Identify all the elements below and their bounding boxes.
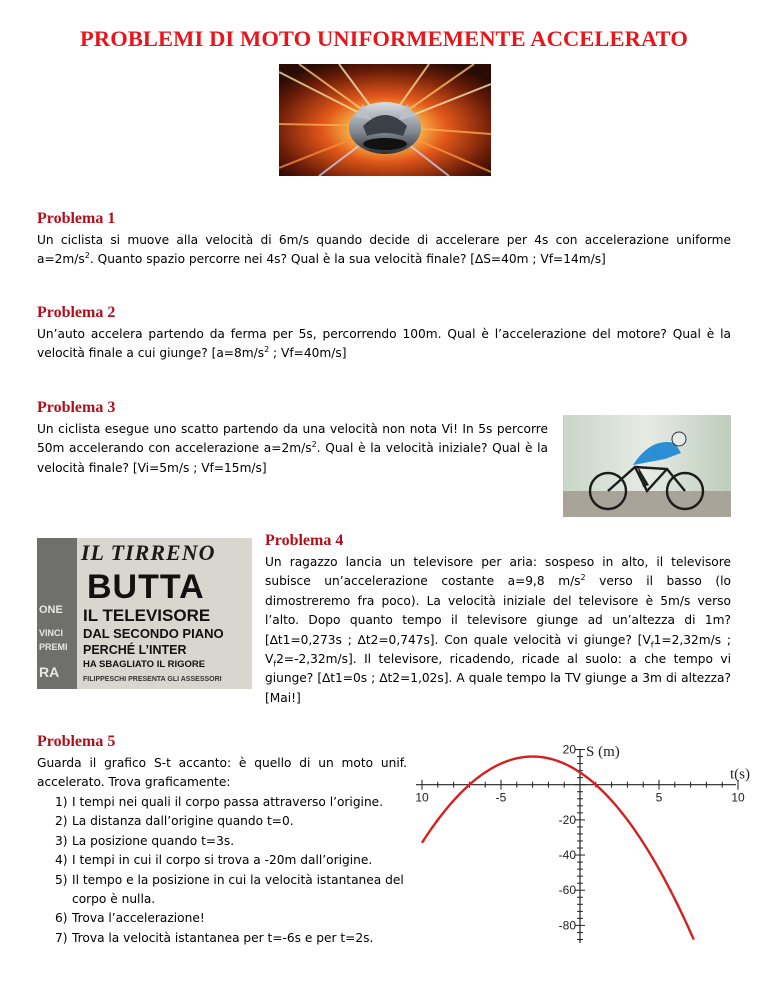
page-title: PROBLEMI DI MOTO UNIFORMEMENTE ACCELERATO [80, 26, 688, 51]
newspaper-line-4: PERCHÉ L’INTER [83, 643, 187, 657]
list-item-number: 7) [55, 930, 68, 945]
newspaper-masthead: IL TIRRENO [81, 540, 216, 565]
list-item-text: I tempi nei quali il corpo passa attraverso l’origine. [72, 795, 384, 809]
newspaper-line-5: HA SBAGLIATO IL RIGORE [83, 659, 206, 670]
list-item-number: 4) [55, 853, 68, 868]
x-tick-label: 10 [731, 790, 745, 805]
cyclist-illustration [563, 415, 731, 517]
list-item-text: Trova l’accelerazione! [72, 911, 205, 926]
problem-1-text: Un ciclista si muove alla velocità di 6m/s quando decide di accelerare per 4s con accelerazione uniforme $a=2m/s^2$. Quanto spazio percorre nei 4s? Qual è la sua velocità finale? [∆S=40m ; Vf=14m/s] [37, 233, 731, 267]
list-item-text: Il tempo e la posizione in cui la velocità istantanea del corpo è nulla. [72, 872, 404, 907]
problem-4-heading: Problema 4 [265, 532, 344, 549]
list-item [37, 929, 412, 948]
newspaper-side-1: ONE [39, 604, 63, 616]
list-item [37, 851, 412, 870]
x-tick-label: -5 [495, 790, 507, 805]
problem-4-text: Un ragazzo lancia un televisore per aria: sospeso in alto, il televisore subisce un’accelerazione costante a=9,8 $m/s^2$ verso il basso (lo dimostreremo fra poco). La velocità iniziale del televisore è 5m/s verso l’alto. Dopo quanto tempo il televisore giunge ad un’altezza di 1m? [∆t1=0,273s ; ∆t2=0,747s]. Con quale velocità vi giunge? [$V_f1=2,32m/s$ ; $V_f2=-2,32m/s$]. Il televisore, ricadendo, ricade al suolo: a che tempo vi giunge? [∆t1=0s ; ∆t2=1,02s]. A quale tempo la TV giunge a 3m di altezza? [Mai!] [265, 555, 731, 705]
problem-2-heading: Problema 2 [37, 304, 116, 321]
newspaper-line-2: IL TELEVISORE [83, 606, 211, 625]
cyclist-photo [563, 415, 731, 517]
newspaper-side-2: VINCI [39, 628, 64, 638]
newspaper-side-4: RA [39, 664, 60, 680]
problem-1-heading: Problema 1 [37, 210, 116, 227]
newspaper-line-1: BUTTA [87, 568, 205, 606]
list-item-number: 1) [55, 795, 68, 809]
y-tick-label: -80 [558, 918, 576, 933]
list-item-number: 6) [55, 911, 68, 926]
x-axis-label: t(s) [730, 766, 750, 783]
problem-3-text: Un ciclista esegue uno scatto partendo da una velocità non nota Vi! In 5s percorre 50m accelerando con accelerazione $a=2m/s^2$. Qual è la velocità iniziale? Qual è la velocità finale? [Vi=5m/s ; Vf=15m/s] [37, 422, 548, 475]
newspaper-side-3: PREMI [39, 642, 68, 652]
list-item-text: I tempi in cui il corpo si trova a -20m dall’origine. [72, 853, 373, 868]
problem-2-text: Un’auto accelera partendo da ferma per 5s, percorrendo 100m. Qual è l’accelerazione del motore? Qual è la velocità finale a cui giunge? [$a=8m/s^2$ ; Vf=40m/s] [37, 327, 731, 361]
speeding-car-image [279, 64, 491, 176]
list-item-text: La distanza dall’origine quando t=0. [72, 814, 294, 829]
list-item [37, 812, 412, 831]
y-axis-label: S (m) [586, 744, 620, 760]
list-item-number: 5) [55, 872, 68, 887]
list-item [37, 871, 412, 910]
y-tick-label: -20 [558, 812, 576, 827]
problem-5-intro: Guarda il grafico S-t accanto: è quello di un moto unif. accelerato. Trova graficamente: [37, 756, 407, 790]
list-item-text: La posizione quando t=3s. [72, 833, 235, 848]
y-tick-label: -40 [558, 848, 576, 863]
y-tick-label: 20 [562, 742, 576, 757]
list-item-number: 2) [55, 814, 68, 829]
list-item [37, 832, 412, 851]
problem-5-list [37, 793, 412, 948]
newspaper-line-6: FILIPPESCHI PRESENTA GLI ASSESSORI [83, 676, 222, 683]
list-item-text: Trova la velocità istantanea per t=-6s e per t=2s. [72, 930, 374, 945]
x-tick-label: 10 [415, 790, 429, 805]
problem-3-heading: Problema 3 [37, 399, 116, 416]
list-item [37, 909, 412, 928]
list-item [37, 793, 412, 812]
y-tick-label: -60 [558, 883, 576, 898]
x-tick-label: 5 [655, 790, 663, 805]
list-item-number: 3) [55, 833, 68, 848]
newspaper-photo [37, 538, 252, 689]
car-illustration [279, 64, 491, 176]
s-t-graph [410, 740, 750, 945]
newspaper-line-3: DAL SECONDO PIANO [83, 626, 224, 641]
problem-5-heading: Problema 5 [37, 733, 116, 750]
